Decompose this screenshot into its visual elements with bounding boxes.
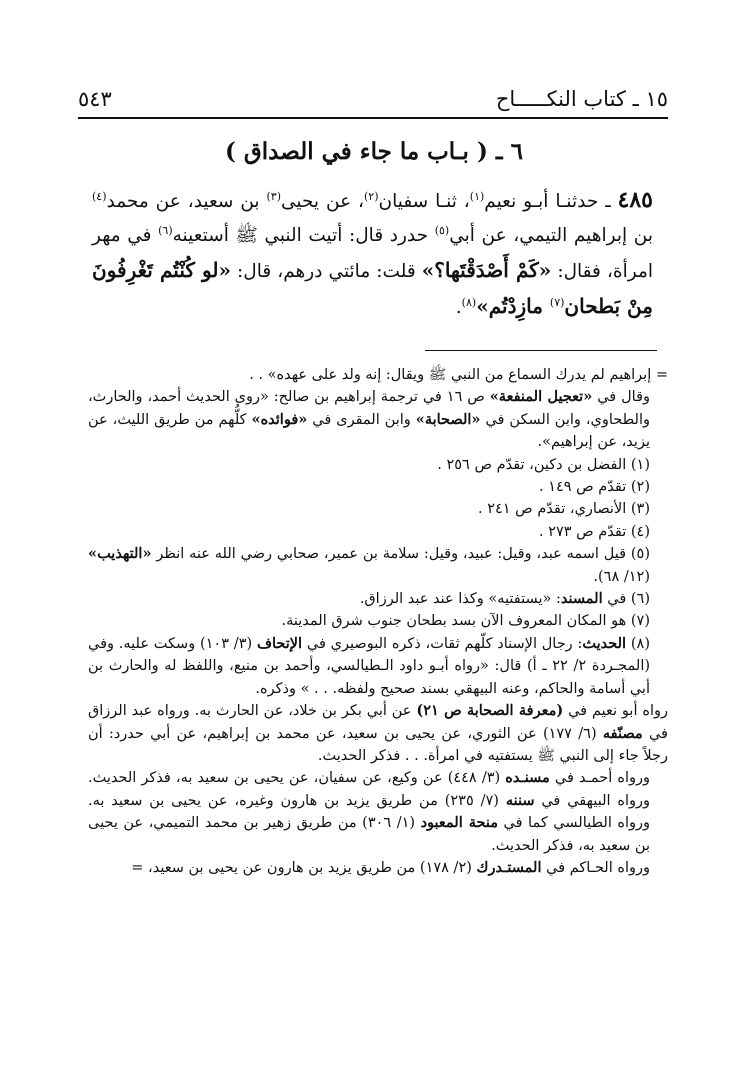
source-title: المسند (560, 590, 603, 608)
footnote-3: (٣) الأنصاري، تقدّم ص ٢٤١ . (477, 501, 650, 518)
footnote-text: (٦) في (602, 591, 650, 608)
footnote-paragraph (88, 700, 668, 767)
source-title: سننه (505, 791, 535, 809)
header-rule (78, 117, 668, 119)
source-title: «الصحابة» (415, 410, 481, 428)
footnote-text: (٧/ ٢٣٥) من طريق يزيد بن هارون وغيره، عن يحيى بن سعيد به. ورواه الطيالسي كما في (88, 792, 650, 832)
source-title: منحة المعبود (420, 814, 498, 832)
page-number: ٥٤٣ (78, 87, 112, 111)
footnote-5 (88, 543, 668, 588)
footnote-2: (٢) تقدّم ص ١٤٩ . (538, 479, 650, 496)
footnote-text: ورواه الحـاكم في (541, 859, 650, 876)
footnote-text: (٢/ ١٧٨) من طريق يزيد بن هارون عن يحيى بن سعيد، = (131, 859, 477, 876)
source-title: مسنـده (505, 769, 550, 787)
footnotes-rule (425, 350, 657, 351)
footnote-text: عن أبي بكر بن خلاد، عن الحارث به. ورواه عبد الرزاق في (88, 703, 668, 742)
footnote-continued (88, 364, 668, 386)
footnote-text: رواه أبو نعيم في (563, 703, 668, 720)
book-title: ١٥ ـ كتاب النكـــــاح (495, 87, 668, 111)
footnote-text: (١٢/ ٦٨). (593, 568, 650, 585)
footnote-text: ص ١٦ في ترجمة إبراهيم بن صالح: «روى الحديث أحمد، والحارث، والطحاوي، وابن السكن في (88, 389, 650, 428)
hadith-segment: ـ حدثنـا أبـو نعيم (484, 191, 618, 212)
footnote-ref: (٢) (364, 189, 379, 203)
footnote-text: (٦/ ١٧٧) عن الثوري، عن يحيى بن سعيد، عن محمد بن إبراهيم، عن أبي حدرد: أن رجلاً جاء إلى النبي ﷺ يستفتيه في امرأة. . . فذكر الحديث. (88, 725, 668, 764)
footnote-text: وابن المقرى في (307, 411, 416, 428)
footnote-text: = إبراهيم لم يدرك السماع من النبي ﷺ ويقال: إنه ولد على عهده» . . (249, 367, 668, 383)
footnote-ref: (١) (469, 189, 485, 203)
footnote-ref: (٦) (158, 223, 173, 237)
footnote-text: (٣/ ٤٤٨) عن وكيع، عن سفيان، عن يحيى بن سعيد به، فذكر الحديث. ورواه البيهقي في (88, 770, 651, 809)
footnote-text: كلُّهم من طريق الليث، عن يزيد، عن إبراهيم». (88, 411, 650, 451)
running-header (78, 82, 668, 116)
footnote-paragraph (88, 857, 668, 879)
hadith-segment: في مهر امرأة، فقال: (92, 225, 653, 282)
hadith-segment: حدرد قال: أتيت النبي ﷺ أستعينه (172, 225, 435, 246)
source-title: (معرفة الصحابة ص ٢١) (416, 702, 564, 720)
hadith-segment: قلت: مائتي درهم، قال: (230, 261, 422, 282)
hadith-number: ٤٨٥ (617, 187, 653, 213)
footnote-text: ورواه أحمـد في (549, 770, 650, 787)
footnote-text: (٨) (626, 635, 650, 652)
source-title: «التهذيب» (88, 545, 152, 563)
hadith-segment: بن إبراهيم التيمي، عن أبي (449, 225, 653, 246)
footnote-text: (٣/ ١٠٣) وسكت عليه. وفي (المجـردة ٢/ ٢٢ ـ أ) قال: «رواه أبـو داود الـطيالسي، وأحمد بن منيع، واللفظ له والحارث بن أبي أسامة والحاكم، وعنه البيهقي بسند صحيح ولفظه. . . » وذكره. (88, 635, 651, 697)
hadith-segment: ، ثنـا سفيان (378, 191, 470, 212)
footnote-ref: (٣) (266, 189, 281, 203)
footnote-text: : «يستفتيه» وكذا عند عبد الرزاق. (359, 591, 561, 608)
footnote-6 (88, 588, 668, 610)
source-title: «فوائده» (251, 410, 308, 428)
source-title: مصنّفه (602, 724, 643, 742)
footnote-paragraph (88, 767, 668, 857)
footnote-text: (٥) قيل اسمه عبد، وقيل: عبيد، وقيل: سلامة بن عمير، صحابي رضي الله عنه انظر (151, 546, 650, 563)
prophet-quote: «لو كُنْتُم تَغْرِفُونَ مِنْ بَطحان (92, 258, 653, 318)
footnote-8 (88, 633, 668, 700)
prophet-quote: «كَمْ أَصْدَقْتَها؟» (421, 258, 552, 282)
footnote-ref: (٥) (434, 223, 450, 237)
prophet-quote: مازِدْتُم» (476, 294, 550, 318)
source-title: الإتحاف (256, 634, 303, 652)
footnote-text: (١/ ٣٠٦) من طريق زهير بن محمد التميمي، عن يحيى بن سعيد به، فذكر الحديث. (88, 815, 650, 854)
source-title: الحديث (582, 634, 627, 652)
footnote-continued (88, 386, 668, 453)
footnote-1: (١) الفضل بن دكين، تقدّم ص ٢٥٦ . (437, 456, 650, 473)
source-title: المستـدرك (476, 858, 542, 876)
footnotes (88, 364, 668, 879)
footnote-4: (٤) تقدّم ص ٢٧٣ . (538, 523, 650, 540)
hadith-segment: بن سعيد، عن محمد (106, 191, 267, 212)
footnote-ref: (٨) (461, 295, 477, 309)
hadith-segment: ، عن يحيى (280, 191, 364, 212)
footnote-text: وقال في (592, 389, 651, 406)
footnote-ref: (٤) (92, 189, 107, 203)
hadith-segment: . (455, 297, 462, 318)
source-title: «تعجيل المنفعة» (489, 388, 593, 406)
chapter-title: ٦ ـ ( بـاب ما جاء في الصداق ) (225, 138, 523, 165)
footnote-7: (٧) هو المكان المعروف الآن بسد بطحان جنوب شرق المدينة. (281, 613, 650, 630)
hadith-text (92, 183, 653, 325)
footnote-text: : رجال الإسناد كلّهم ثقات، ذكره البوصيري في (302, 635, 583, 652)
footnote-ref: (٧) (549, 295, 565, 309)
